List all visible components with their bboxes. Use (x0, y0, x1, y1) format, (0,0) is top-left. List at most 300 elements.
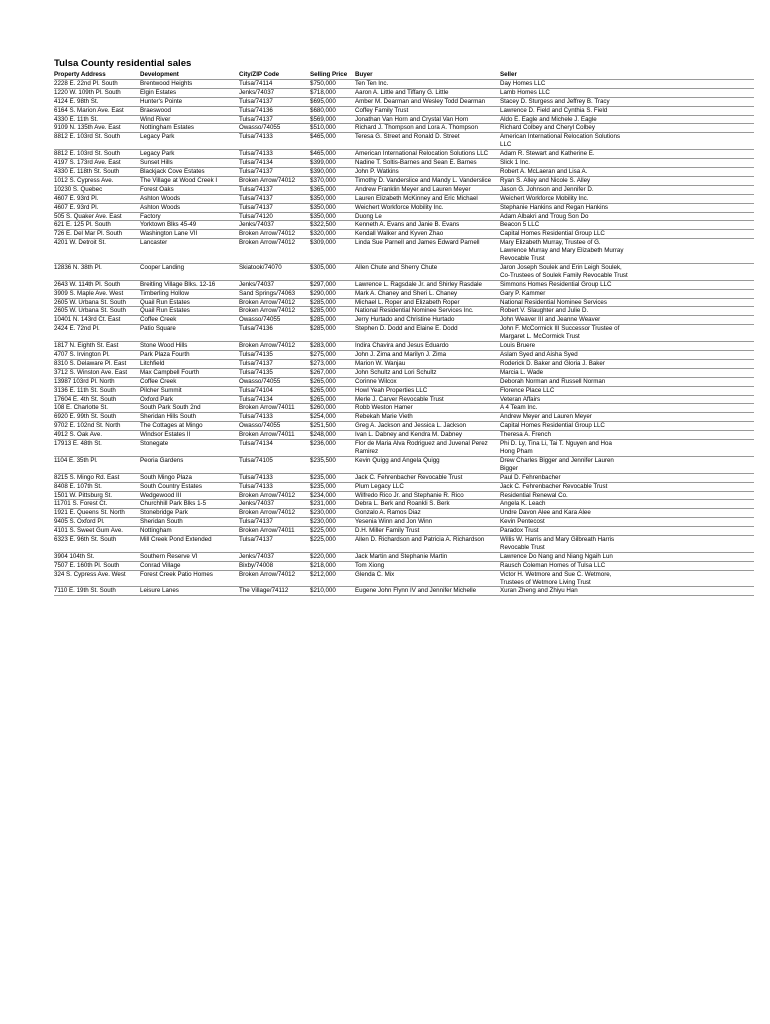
cell-seller (500, 404, 754, 413)
cell-property-address: 17604 E. 4th St. South (54, 395, 140, 404)
seller-text: John Weaver III and Jeanne Weaver (500, 316, 601, 324)
cell-city-zip: Jenks/74037 (239, 221, 310, 230)
cell-selling-price: $350,000 (310, 212, 355, 221)
table-row (54, 552, 754, 561)
cell-selling-price: $275,000 (310, 351, 355, 360)
cell-property-address: 1220 W. 109th Pl. South (54, 88, 140, 97)
cell-buyer: Ivan L. Dabney and Kendra M. Dabney (355, 431, 500, 440)
cell-selling-price: $231,000 (310, 500, 355, 509)
cell-buyer: Nadine T. Soltis-Barnes and Sean E. Barnes (355, 159, 500, 168)
cell-development: Blackjack Cove Estates (140, 167, 239, 176)
cell-selling-price: $283,000 (310, 342, 355, 351)
table-row (54, 159, 754, 168)
cell-city-zip: Broken Arrow/74012 (239, 239, 310, 264)
cell-development: Conrad Village (140, 561, 239, 570)
cell-buyer: Eugene John Flynn IV and Jennifer Michelle (355, 587, 500, 596)
cell-property-address: 726 E. Del Mar Pl. South (54, 230, 140, 239)
cell-selling-price: $265,000 (310, 395, 355, 404)
cell-property-address: 4101 S. Sweet Gum Ave. (54, 527, 140, 536)
table-row (54, 395, 754, 404)
cell-development: Stonebridge Park (140, 509, 239, 518)
cell-selling-price: $569,000 (310, 115, 355, 124)
cell-selling-price: $265,000 (310, 377, 355, 386)
cell-buyer: Merle J. Carver Revocable Trust (355, 395, 500, 404)
cell-seller (500, 150, 754, 159)
cell-selling-price: $695,000 (310, 97, 355, 106)
cell-selling-price: $320,000 (310, 230, 355, 239)
table-row (54, 97, 754, 106)
cell-selling-price: $273,000 (310, 359, 355, 368)
cell-buyer: Howl Yeah Properties LLC (355, 386, 500, 395)
cell-property-address: 4330 E. 118th St. South (54, 167, 140, 176)
cell-city-zip: Tulsa/74133 (239, 482, 310, 491)
seller-text: Phi D. Ly, Tina Li, Tai T. Nguyen and Hoa Hong Pham (500, 440, 612, 455)
cell-seller (500, 570, 754, 587)
seller-text: Simmons Homes Residential Group LLC (500, 280, 612, 288)
table-row (54, 325, 754, 342)
cell-development: Breitling Village Blks. 12-16 (140, 280, 239, 289)
cell-development: South Mingo Plaza (140, 473, 239, 482)
column-header-seller: Seller (500, 71, 517, 78)
cell-development: The Village at Wood Creek I (140, 176, 239, 185)
cell-development: Coffee Creek (140, 316, 239, 325)
seller-text: Louis Bruere (500, 342, 536, 350)
cell-development: Wind River (140, 115, 239, 124)
cell-selling-price: $248,000 (310, 431, 355, 440)
cell-seller (500, 368, 754, 377)
cell-selling-price: $218,000 (310, 561, 355, 570)
column-header-city-zip: City/ZIP Code (239, 71, 280, 78)
cell-buyer: Robb Weston Hamer (355, 404, 500, 413)
cell-seller (500, 561, 754, 570)
cell-development: Quail Run Estates (140, 307, 239, 316)
cell-property-address: 4197 S. 173rd Ave. East (54, 159, 140, 168)
column-header-selling-price: Selling Price (310, 71, 348, 78)
cell-seller (500, 167, 754, 176)
cell-seller (500, 395, 754, 404)
seller-text: Ryan S. Alley and Nicole S. Alley (500, 176, 591, 184)
table-row (54, 115, 754, 124)
cell-selling-price: $390,000 (310, 167, 355, 176)
cell-seller (500, 194, 754, 203)
table-row (54, 491, 754, 500)
table-row (54, 359, 754, 368)
cell-seller (500, 359, 754, 368)
cell-selling-price: $230,000 (310, 509, 355, 518)
table-row (54, 150, 754, 159)
cell-seller (500, 159, 754, 168)
cell-property-address: 6323 E. 96th St. South (54, 536, 140, 553)
table-row (54, 230, 754, 239)
cell-buyer: Stephen D. Dodd and Elaine E. Dodd (355, 325, 500, 342)
cell-buyer: D.H. Miller Family Trust (355, 527, 500, 536)
cell-city-zip: Tulsa/74134 (239, 159, 310, 168)
seller-text: Marcia L. Wade (500, 368, 544, 376)
cell-selling-price: $680,000 (310, 106, 355, 115)
cell-buyer: Weichert Workforce Mobility Inc. (355, 203, 500, 212)
cell-seller (500, 203, 754, 212)
cell-seller (500, 431, 754, 440)
table-row (54, 212, 754, 221)
cell-selling-price: $305,000 (310, 263, 355, 280)
sales-table (54, 71, 754, 596)
cell-development: Yorktown Blks 45-49 (140, 221, 239, 230)
table-row (54, 368, 754, 377)
cell-seller (500, 280, 754, 289)
cell-seller (500, 263, 754, 280)
cell-property-address: 3904 104th St. (54, 552, 140, 561)
cell-property-address: 4607 E. 93rd Pl. (54, 203, 140, 212)
cell-property-address: 4707 S. Irvington Pl. (54, 351, 140, 360)
cell-seller (500, 587, 754, 596)
seller-text: Lawrence Do Nang and Niang Ngaih Lun (500, 552, 613, 560)
cell-property-address: 12836 N. 38th Pl. (54, 263, 140, 280)
cell-selling-price: $235,500 (310, 456, 355, 473)
cell-property-address: 10401 N. 143rd Ct. East (54, 316, 140, 325)
cell-development: Hunter's Pointe (140, 97, 239, 106)
cell-selling-price: $235,000 (310, 482, 355, 491)
cell-city-zip: Broken Arrow/74012 (239, 509, 310, 518)
cell-city-zip: Tulsa/74137 (239, 97, 310, 106)
cell-development: Nottingham Estates (140, 124, 239, 133)
table-row (54, 307, 754, 316)
cell-selling-price: $309,000 (310, 239, 355, 264)
cell-city-zip: Sand Springs/74063 (239, 289, 310, 298)
seller-text: John F. McCormick III Successor Trustee of Margaret L. McCormick Trust (500, 325, 620, 341)
seller-text: American International Relocation Solutions LLC (500, 133, 621, 149)
cell-buyer: John Schultz and Lori Schultz (355, 368, 500, 377)
cell-selling-price: $370,000 (310, 176, 355, 185)
cell-property-address: 1012 S. Cypress Ave. (54, 176, 140, 185)
cell-seller (500, 413, 754, 422)
cell-buyer: Aaron A. Little and Tiffany G. Little (355, 88, 500, 97)
cell-seller (500, 124, 754, 133)
cell-development: Max Campbell Fourth (140, 368, 239, 377)
cell-property-address: 10230 S. Quebec (54, 185, 140, 194)
seller-text: Xuran Zheng and Zhiyu Han (500, 587, 578, 595)
cell-buyer: Jerry Hurtado and Christine Hurtado (355, 316, 500, 325)
cell-selling-price: $212,000 (310, 570, 355, 587)
cell-city-zip: Tulsa/74136 (239, 106, 310, 115)
cell-city-zip: Owasso/74055 (239, 422, 310, 431)
table-row (54, 194, 754, 203)
header-row (54, 71, 754, 79)
cell-seller (500, 386, 754, 395)
cell-selling-price: $285,000 (310, 307, 355, 316)
table-row (54, 133, 754, 150)
seller-text: Lawrence D. Field and Cynthia S. Field (500, 106, 608, 114)
seller-text: Jaron Joseph Soulek and Erin Leigh Soulek, Co-Trustees of Soulek Family Revocable Trust (500, 263, 628, 279)
cell-development: Ashton Woods (140, 194, 239, 203)
cell-city-zip: Broken Arrow/74012 (239, 491, 310, 500)
cell-property-address: 2605 W. Urbana St. South (54, 298, 140, 307)
cell-development: South Country Estates (140, 482, 239, 491)
seller-text: Capital Homes Residential Group LLC (500, 422, 605, 430)
cell-development: Cooper Landing (140, 263, 239, 280)
cell-property-address: 8812 E. 103rd St. South (54, 133, 140, 150)
cell-selling-price: $267,000 (310, 368, 355, 377)
table-row (54, 203, 754, 212)
cell-buyer: Ten Ten Inc. (355, 79, 500, 88)
cell-development: Peoria Gardens (140, 456, 239, 473)
cell-buyer: John P. Watkins (355, 167, 500, 176)
cell-property-address: 7507 E. 160th Pl. South (54, 561, 140, 570)
cell-buyer: Richard J. Thompson and Lora A. Thompson (355, 124, 500, 133)
seller-text: National Residential Nominee Services (500, 298, 607, 306)
cell-city-zip: Broken Arrow/74011 (239, 527, 310, 536)
cell-property-address: 1921 E. Queens St. North (54, 509, 140, 518)
cell-seller (500, 239, 754, 264)
cell-development: Quail Run Estates (140, 298, 239, 307)
table-row (54, 342, 754, 351)
cell-city-zip: Tulsa/74133 (239, 133, 310, 150)
cell-development: Brentwood Heights (140, 79, 239, 88)
cell-city-zip: Jenks/74037 (239, 280, 310, 289)
table-row (54, 316, 754, 325)
seller-text: Rausch Coleman Homes of Tulsa LLC (500, 561, 606, 569)
cell-seller (500, 518, 754, 527)
cell-development: Litchfield (140, 359, 239, 368)
table-row (54, 482, 754, 491)
cell-property-address: 8812 E. 103rd St. South (54, 150, 140, 159)
cell-buyer: Michael L. Roper and Elizabeth Roper (355, 298, 500, 307)
cell-property-address: 3909 S. Maple Ave. West (54, 289, 140, 298)
cell-seller (500, 456, 754, 473)
seller-text: A 4 Team Inc. (500, 404, 538, 412)
cell-development: Park Plaza Fourth (140, 351, 239, 360)
cell-seller (500, 351, 754, 360)
column-header-development: Development (140, 71, 179, 78)
cell-property-address: 4124 E. 98th St. (54, 97, 140, 106)
column-header-buyer: Buyer (355, 71, 373, 78)
cell-selling-price: $350,000 (310, 203, 355, 212)
cell-selling-price: $265,000 (310, 386, 355, 395)
cell-selling-price: $510,000 (310, 124, 355, 133)
cell-city-zip: Tulsa/74137 (239, 518, 310, 527)
seller-text: Jason G. Johnson and Jennifer D. (500, 185, 594, 193)
cell-city-zip: Tulsa/74137 (239, 536, 310, 553)
table-row (54, 456, 754, 473)
table-row (54, 167, 754, 176)
cell-buyer: Timothy D. Vanderslice and Mandy L. Vanderslice (355, 176, 500, 185)
cell-city-zip: Tulsa/74114 (239, 79, 310, 88)
cell-seller (500, 176, 754, 185)
cell-city-zip: Broken Arrow/74011 (239, 404, 310, 413)
cell-property-address: 6920 E. 99th St. South (54, 413, 140, 422)
cell-city-zip: Tulsa/74137 (239, 167, 310, 176)
seller-text: Aslam Syed and Aisha Syed (500, 351, 578, 358)
cell-city-zip: Tulsa/74120 (239, 212, 310, 221)
cell-development: Sheridan South (140, 518, 239, 527)
cell-selling-price: $285,000 (310, 325, 355, 342)
cell-selling-price: $254,000 (310, 413, 355, 422)
table-row (54, 509, 754, 518)
cell-seller (500, 325, 754, 342)
cell-development: Ashton Woods (140, 203, 239, 212)
cell-development: Washington Lane VII (140, 230, 239, 239)
cell-development: Windsor Estates II (140, 431, 239, 440)
cell-buyer: National Residential Nominee Services Inc. (355, 307, 500, 316)
seller-text: Slick 1 Inc. (500, 159, 530, 167)
cell-seller (500, 509, 754, 518)
cell-development: Oxford Park (140, 395, 239, 404)
cell-city-zip: Broken Arrow/74012 (239, 570, 310, 587)
table-row (54, 587, 754, 596)
cell-city-zip: Tulsa/74137 (239, 115, 310, 124)
cell-seller (500, 88, 754, 97)
cell-city-zip: Broken Arrow/74012 (239, 342, 310, 351)
seller-text: Richard Colbey and Cheryl Colbey (500, 124, 595, 132)
seller-text: Stacey D. Sturgess and Jeffrey B. Tracy (500, 97, 610, 105)
cell-city-zip: Broken Arrow/74012 (239, 176, 310, 185)
cell-development: Braeswood (140, 106, 239, 115)
cell-seller (500, 307, 754, 316)
cell-development: Mill Creek Pond Extended (140, 536, 239, 553)
table-row (54, 561, 754, 570)
cell-development: Sunset Hills (140, 159, 239, 168)
cell-city-zip: Tulsa/74104 (239, 386, 310, 395)
cell-city-zip: Tulsa/74136 (239, 325, 310, 342)
table-row (54, 518, 754, 527)
cell-property-address: 8215 S. Mingo Rd. East (54, 473, 140, 482)
cell-seller (500, 316, 754, 325)
cell-buyer: Tom Xiong (355, 561, 500, 570)
cell-buyer: Lawrence L. Ragsdale Jr. and Shirley Rasdale (355, 280, 500, 289)
cell-development: Legacy Park (140, 133, 239, 150)
seller-text: Mary Elizabeth Murray, Trustee of G. Lawrence Murray and Mary Elizabeth Murray Revocable Trust (500, 239, 624, 263)
seller-text: Paradox Trust (500, 527, 539, 535)
cell-selling-price: $465,000 (310, 133, 355, 150)
document-title: Tulsa County residential sales (54, 58, 192, 69)
cell-city-zip: Broken Arrow/74012 (239, 230, 310, 239)
cell-buyer: Glenda C. Mix (355, 570, 500, 587)
cell-selling-price: $210,000 (310, 587, 355, 596)
cell-buyer: Flor de Maria Alva Rodriguez and Juvenal Perez Ramirez (355, 440, 500, 457)
table-row (54, 176, 754, 185)
seller-text: Aldo E. Eagle and Michele J. Eagle (500, 115, 597, 123)
seller-text: Deborah Norman and Russell Norman (500, 377, 606, 385)
seller-text: Kevin Pentecost (500, 518, 545, 526)
cell-development: Forest Oaks (140, 185, 239, 194)
cell-property-address: 17913 E. 48th St. (54, 440, 140, 457)
cell-selling-price: $290,000 (310, 289, 355, 298)
cell-city-zip: Bixby/74008 (239, 561, 310, 570)
cell-buyer: Indira Chavira and Jesus Eduardo (355, 342, 500, 351)
cell-property-address: 3136 E. 11th St. South (54, 386, 140, 395)
table-row (54, 413, 754, 422)
cell-buyer: American International Relocation Solutions LLC (355, 150, 500, 159)
cell-seller (500, 212, 754, 221)
cell-development: Southern Reserve VI (140, 552, 239, 561)
cell-development: South Park South 2nd (140, 404, 239, 413)
cell-buyer: Mark A. Chaney and Sheri L. Chaney (355, 289, 500, 298)
cell-buyer: Kevin Quigg and Angela Quigg (355, 456, 500, 473)
cell-city-zip: Broken Arrow/74012 (239, 307, 310, 316)
cell-selling-price: $365,000 (310, 185, 355, 194)
cell-seller (500, 289, 754, 298)
cell-city-zip: Tulsa/74137 (239, 359, 310, 368)
seller-text: Jack C. Fehrenbacher Revocable Trust (500, 482, 608, 490)
cell-buyer: Linda Sue Parnell and James Edward Parnell (355, 239, 500, 264)
cell-city-zip: Tulsa/74133 (239, 413, 310, 422)
cell-city-zip: Tulsa/74134 (239, 395, 310, 404)
table-row (54, 500, 754, 509)
cell-property-address: 9405 S. Oxford Pl. (54, 518, 140, 527)
cell-city-zip: Tulsa/74105 (239, 456, 310, 473)
cell-buyer: Wilfredo Rico Jr. and Stephanie R. Rico (355, 491, 500, 500)
cell-development: Patio Square (140, 325, 239, 342)
table-row (54, 377, 754, 386)
cell-selling-price: $297,000 (310, 280, 355, 289)
cell-buyer: Rebekah Marie Vieth (355, 413, 500, 422)
table-row (54, 221, 754, 230)
cell-buyer: Plum Legacy LLC (355, 482, 500, 491)
cell-seller (500, 342, 754, 351)
seller-text: Theresa A. French (500, 431, 551, 439)
cell-property-address: 2228 E. 22nd Pl. South (54, 79, 140, 88)
cell-property-address: 1501 W. Pittsburg St. (54, 491, 140, 500)
cell-property-address: 1817 N. Eighth St. East (54, 342, 140, 351)
cell-property-address: 108 E. Charlotte St. (54, 404, 140, 413)
seller-text: Andrew Meyer and Lauren Meyer (500, 413, 592, 421)
cell-buyer: Kendall Walker and Kyven Zhao (355, 230, 500, 239)
cell-selling-price: $220,000 (310, 552, 355, 561)
cell-city-zip: The Village/74112 (239, 587, 310, 596)
cell-selling-price: $285,000 (310, 316, 355, 325)
seller-text: Drew Charles Bigger and Jennifer Lauren Bigger (500, 456, 614, 472)
cell-buyer: Coffey Family Trust (355, 106, 500, 115)
cell-seller (500, 482, 754, 491)
table-row (54, 263, 754, 280)
cell-selling-price: $235,000 (310, 473, 355, 482)
cell-selling-price: $236,000 (310, 440, 355, 457)
cell-buyer: Jonathan Van Horn and Crystal Van Horn (355, 115, 500, 124)
cell-buyer: Amber M. Dearman and Wesley Todd Dearman (355, 97, 500, 106)
seller-text: Residential Renewal Co. (500, 491, 568, 499)
cell-property-address: 505 S. Quaker Ave. East (54, 212, 140, 221)
cell-selling-price: $718,000 (310, 88, 355, 97)
cell-buyer: Corinne Wilcox (355, 377, 500, 386)
seller-text: Adam Albakri and Troug Son Do (500, 212, 589, 220)
cell-city-zip: Tulsa/74137 (239, 185, 310, 194)
seller-text: Undre Davon Alee and Kara Alee (500, 509, 591, 517)
cell-seller (500, 79, 754, 88)
cell-property-address: 1104 E. 35th Pl. (54, 456, 140, 473)
cell-city-zip: Broken Arrow/74012 (239, 298, 310, 307)
cell-selling-price: $750,000 (310, 79, 355, 88)
seller-text: Weichert Workforce Mobility Inc. (500, 194, 589, 202)
cell-property-address: 4607 E. 93rd Pl. (54, 194, 140, 203)
cell-city-zip: Jenks/74037 (239, 552, 310, 561)
cell-buyer: Teresa G. Street and Ronald D. Street (355, 133, 500, 150)
cell-buyer: Andrew Franklin Meyer and Lauren Meyer (355, 185, 500, 194)
cell-development: Stone Wood Hills (140, 342, 239, 351)
cell-selling-price: $251,500 (310, 422, 355, 431)
cell-property-address: 4201 W. Detroit St. (54, 239, 140, 264)
cell-buyer: Jack C. Fehrenbacher Revocable Trust (355, 473, 500, 482)
cell-city-zip: Broken Arrow/74011 (239, 431, 310, 440)
cell-development: Pilcher Summit (140, 386, 239, 395)
cell-seller (500, 97, 754, 106)
cell-seller (500, 527, 754, 536)
cell-property-address: 11701 S. Forest Ct. (54, 500, 140, 509)
seller-text: Robert V. Slaughter and Julie D. (500, 307, 589, 315)
cell-city-zip: Tulsa/74135 (239, 368, 310, 377)
table-row (54, 473, 754, 482)
cell-selling-price: $399,000 (310, 159, 355, 168)
cell-property-address: 7110 E. 19th St. South (54, 587, 140, 596)
cell-city-zip: Tulsa/74133 (239, 150, 310, 159)
